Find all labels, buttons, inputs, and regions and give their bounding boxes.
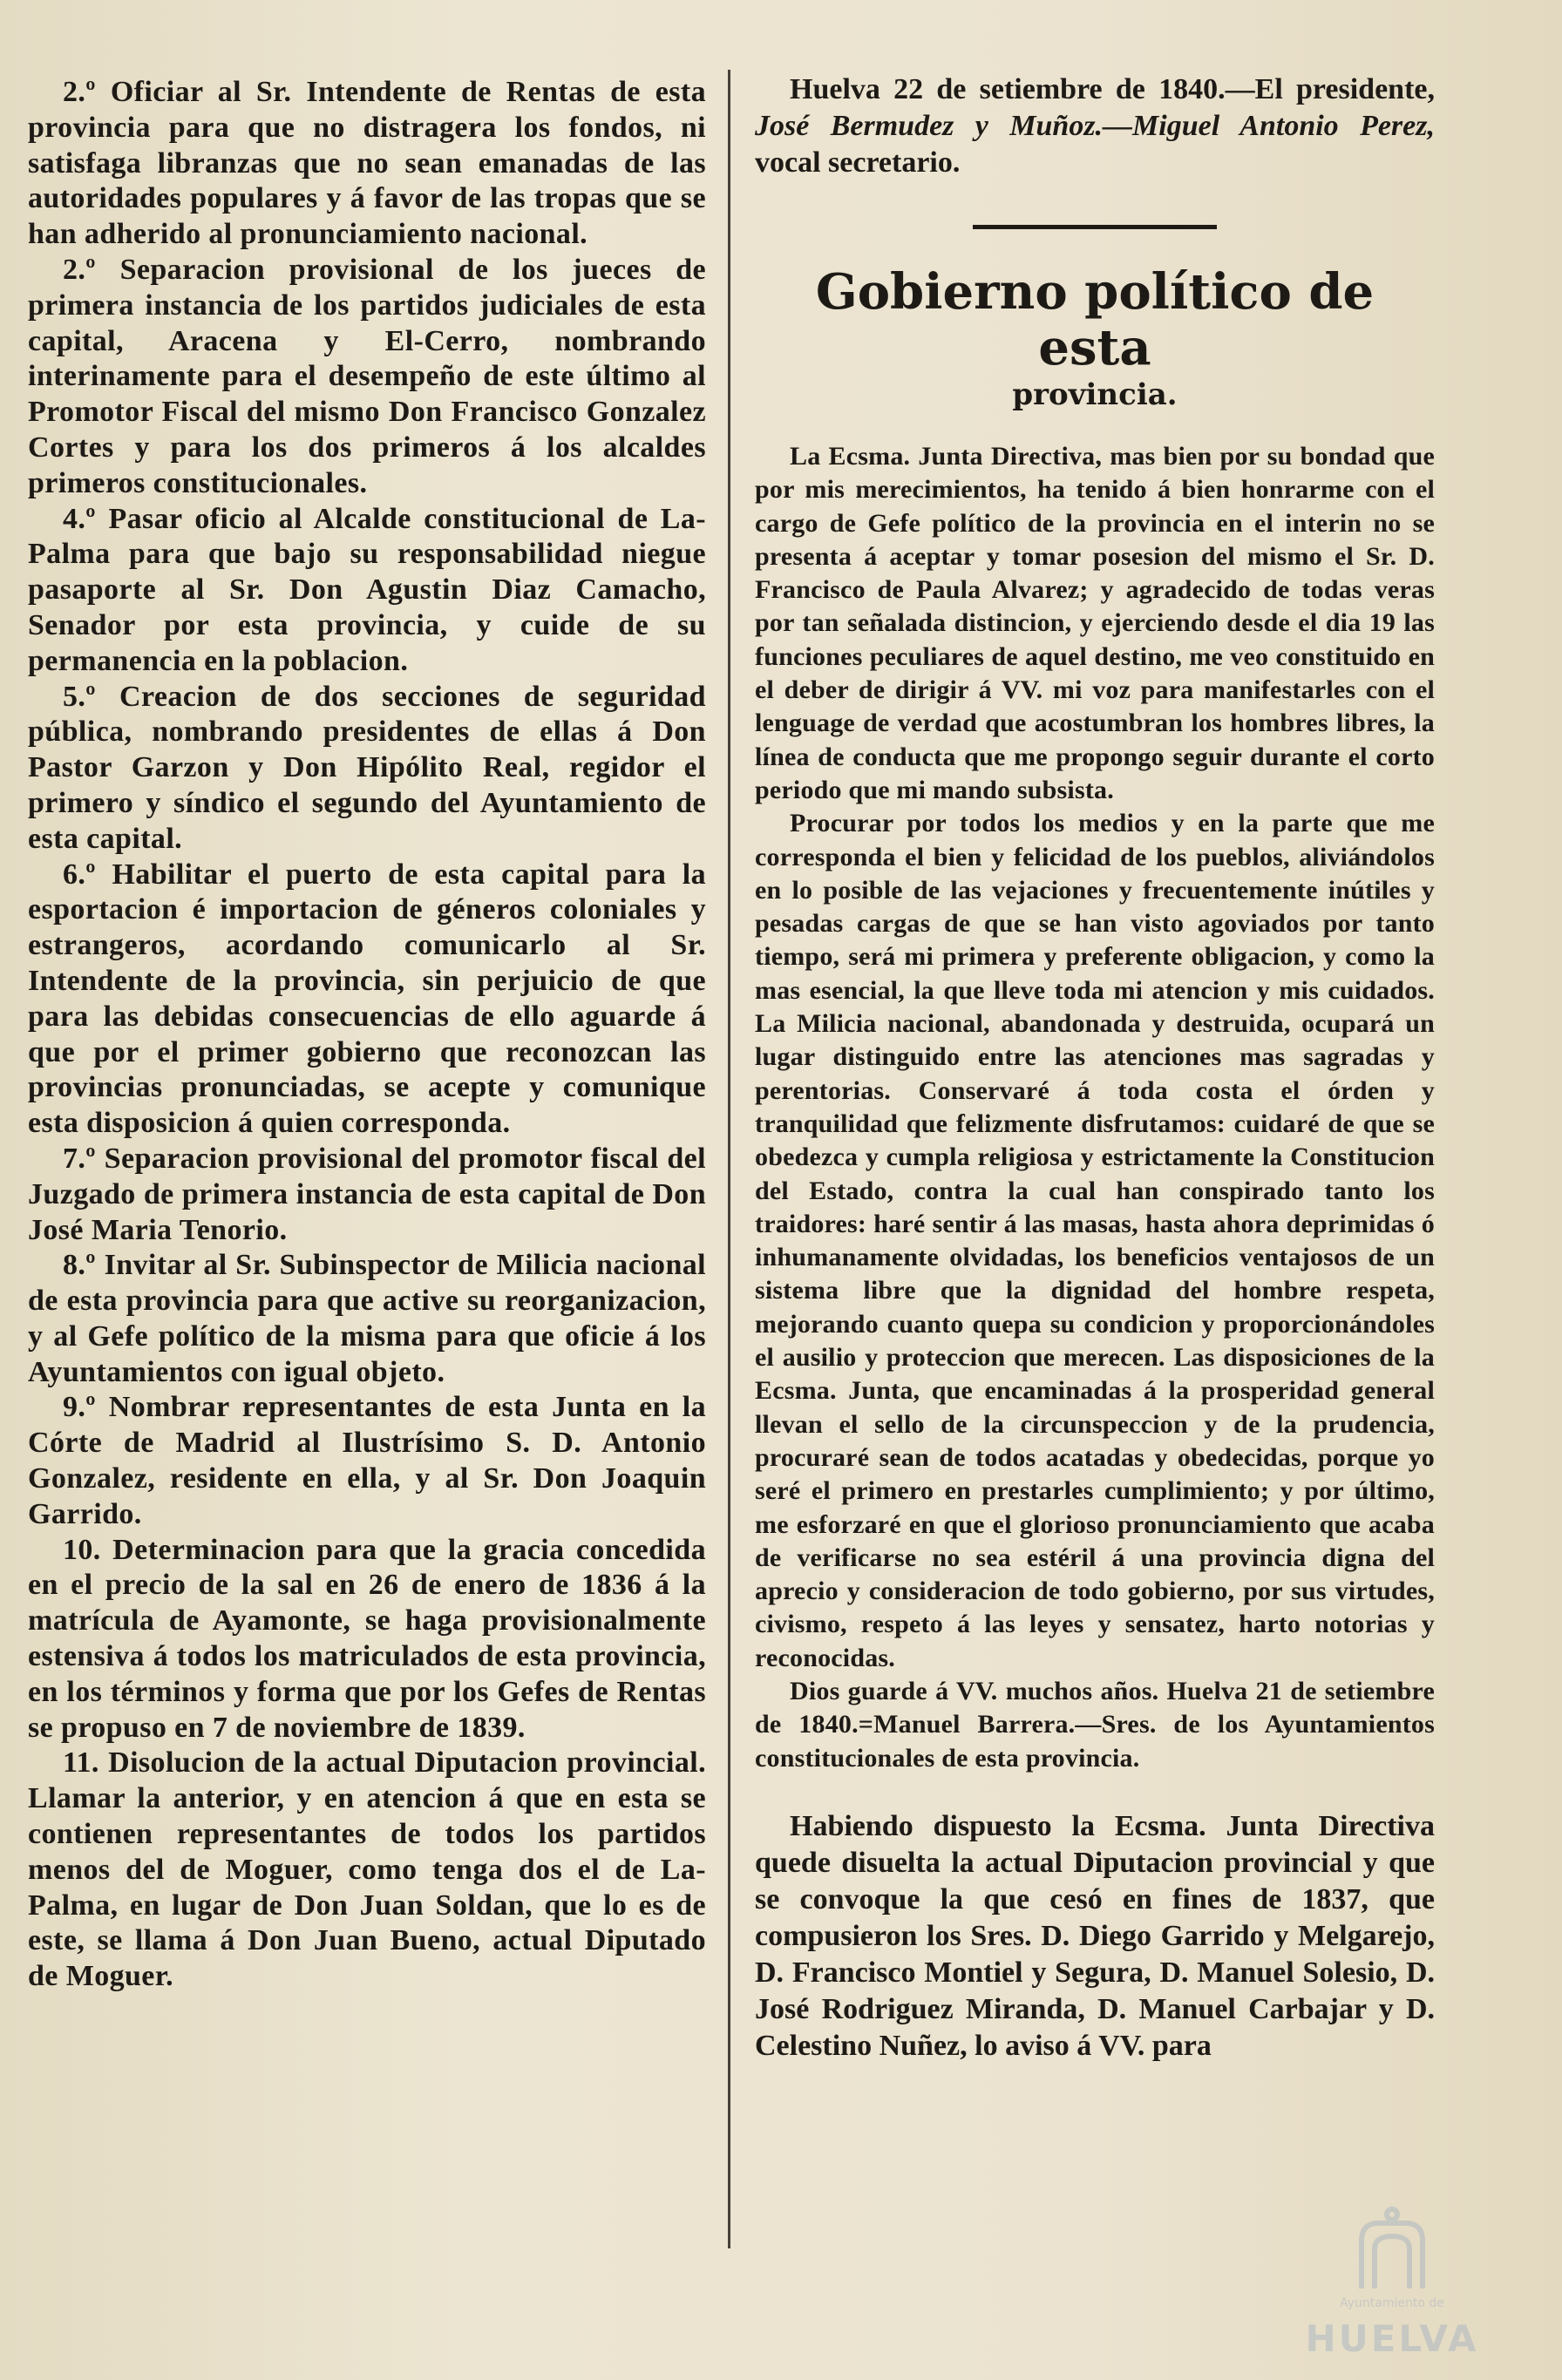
date-signature-block: Huelva 22 de setiembre de 1840.—El presidente, José Bermudez y Muñoz.—Miguel Antonio Perez, vocal secretario. bbox=[755, 73, 1435, 179]
right-column bbox=[755, 71, 1435, 2065]
resolution-item: 6.º Habilitar el puerto de esta capital para la esportacion é importacion de géneros coloniales y estrangeros, acordando comunicarlo al Sr. Intendente de la provincia, sin perjuicio de que para las debidas consecuencias de ello aguarde á que por el primer gobierno que reconozcan las provincias pronunciadas, se acepte y comunique esta disposicion á quien corresponda. bbox=[28, 858, 706, 1140]
ayuntamiento-huelva-watermark bbox=[1292, 2206, 1492, 2360]
city-crest-icon bbox=[1292, 2206, 1492, 2302]
resolution-item: 10. Determinacion para que la gracia concedida en el precio de la sal en 26 de enero de 1836 á la matrícula de Ayamonte, se haga provisionalmente estensiva á todos los matriculados de esta provincia, en los términos y forma que por los Gefes de Rentas se propuso en 7 de noviembre de 1839. bbox=[28, 1533, 706, 1744]
resolution-item: 8.º Invitar al Sr. Subinspector de Milicia nacional de esta provincia para que active su reorganizacion, y al Gefe político de la misma para que oficie á los Ayuntamientos con igual objeto. bbox=[28, 1249, 706, 1388]
resolution-item: 5.º Creacion de dos secciones de seguridad pública, nombrando presidentes de ellas á Don Pastor Garzon y Don Hipólito Real, regidor el primero y síndico el segundo del Ayuntamiento de esta capital. bbox=[28, 680, 706, 855]
section-subheading: provincia. bbox=[1012, 377, 1178, 412]
resolution-item: 2.º Separacion provisional de los jueces de primera instancia de los partidos judiciales de esta capital, Aracena y El-Cerro, nombrando interinamente para el desempeño de este último al Promotor Fiscal del mismo Don Francisco Gonzalez Cortes y para los dos primeros á los alcaldes primeros constitucionales. bbox=[28, 253, 706, 499]
body-paragraph: Procurar por todos los medios y en la parte que me corresponda el bien y felicidad de los pueblos, aliviándolos en lo posible de las vejaciones y frecuentemente inútiles y pesadas cargas de que se han visto agoviados por tanto tiempo, será mi primera y preferente obligacion, y como la mas esencial, la que lleve toda mi atencion y mis cuidados. La Milicia nacional, abandonada y destruida, ocupará un lugar distinguido entre las atenciones mas sagradas y perentorias. Conservaré á toda costa el órden y tranquilidad que felizmente disfrutamos: cuidaré de que se obedezca y cumpla religiosa y estrictamente la Constitucion del Estado, contra la cual han conspirado tanto los traidores: haré sentir á las masas, hasta ahora deprimidas ó inhumanamente olvidadas, los beneficios ventajosos de un sistema libre que la dignidad del hombre respeta, mejorando cuanto quepa su condicion y proporcionándoles el ausilio y proteccion que merecen. Las disposiciones de la Ecsma. Junta, que encaminadas á la prosperidad general llevan el sello de la circunspeccion y de la prudencia, procuraré sean de todos acatadas y obedecidas, porque yo seré el primero en prestarles cumplimiento; y por último, me esforzaré en que el glorioso pronunciamiento que acaba de verificarse no sea estéril á una provincia digna del aprecio y consideracion de todo gobierno, por sus virtudes, civismo, respeto á las leyes y sensatez, harto notorias y reconocidas. bbox=[755, 809, 1435, 1672]
resolution-item: 7.º Separacion provisional del promotor fiscal del Juzgado de primera instancia de esta capital de Don José Maria Tenorio. bbox=[28, 1142, 706, 1246]
resolution-item: 11. Disolucion de la actual Diputacion provincial. Llamar la anterior, y en atencion á que en esta se contienen representantes de todos los partidos menos del de Moguer, como tenga dos el de La-Palma, en lugar de Don Juan Soldan, que lo es de este, se llama á Don Juan Bueno, actual Diputado de Moguer. bbox=[28, 1746, 706, 1993]
section-heading: Gobierno político de esta bbox=[815, 263, 1375, 376]
column-divider bbox=[728, 70, 730, 2248]
section-divider bbox=[973, 225, 1217, 229]
resolution-item: 4.º Pasar oficio al Alcalde constitucional de La-Palma para que bajo su responsabilidad niegue pasaporte al Sr. Don Agustin Diaz Camacho, Senador por esta provincia, y cuide de su permanencia en la poblacion. bbox=[28, 502, 706, 677]
body-paragraph: Dios guarde á VV. muchos años. Huelva 21 de setiembre de 1840.=Manuel Barrera.—Sres. de los Ayuntamientos constitucionales de esta provincia. bbox=[755, 1676, 1435, 1773]
watermark-large-text: HUELVA bbox=[1305, 2317, 1479, 2360]
body-paragraph: La Ecsma. Junta Directiva, mas bien por su bondad que por mis merecimientos, ha tenido á bien honrarme con el cargo de Gefe político de la provincia en el interin no se presenta á aceptar y tomar posesion del mismo el Sr. D. Francisco de Paula Alvarez; y agradecido de todas veras por tan señalada distincion, y ejerciendo desde el dia 19 las funciones peculiares de aquel destino, me veo constituido en el deber de dirigir á VV. mi voz para manifestarles con el lenguage de verdad que acostumbran los hombres libres, la línea de conducta que me propongo seguir durante el corto periodo que mi mando subsista. bbox=[755, 442, 1435, 804]
left-column bbox=[28, 75, 706, 1995]
watermark-small-text: Ayuntamiento de bbox=[1340, 2296, 1444, 2310]
resolution-item: 9.º Nombrar representantes de esta Junta en la Córte de Madrid al Ilustrísimo S. D. Antonio Gonzalez, residente en ella, y al Sr. Don Joaquin Garrido. bbox=[28, 1391, 706, 1530]
resolution-item: 2.º Oficiar al Sr. Intendente de Rentas de esta provincia para que no distragera los fondos, ni satisfaga libranzas que no sean emanadas de las autoridades populares y á favor de las tropas que se han adherido al pronunciamiento nacional. bbox=[28, 76, 706, 251]
body-paragraph: Habiendo dispuesto la Ecsma. Junta Directiva quede disuelta la actual Diputacion provincial y que se convoque la que cesó en fines de 1837, que compusieron los Sres. D. Diego Garrido y Melgarejo, D. Francisco Montiel y Segura, D. Manuel Solesio, D. José Rodriguez Miranda, D. Manuel Carbajar y D. Celestino Nuñez, lo aviso á VV. para bbox=[755, 1809, 1435, 2062]
